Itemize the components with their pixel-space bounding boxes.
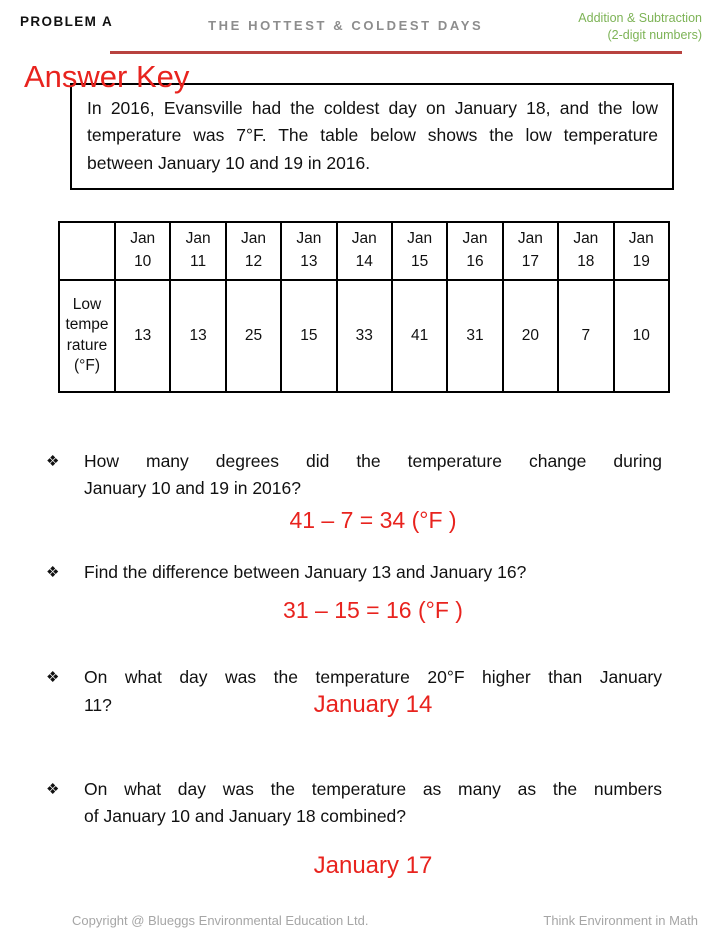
page-header [0, 0, 720, 44]
question-item [46, 664, 662, 719]
table-data-row [59, 280, 669, 392]
temperature-cell: 10 [614, 280, 669, 392]
page-footer [0, 913, 720, 928]
temperature-table [58, 221, 670, 393]
column-header: Jan 14 [337, 222, 392, 280]
column-header: Jan 19 [614, 222, 669, 280]
intro-text: In 2016, Evansville had the coldest day on January 18, and the low temperature was 7°F. The table below shows the low temperature between January 10 and 19 in 2016. [87, 98, 658, 173]
question-text: On what day was the temperature 20°F higher than January 11? January 14 [84, 667, 662, 718]
header-rule [110, 51, 682, 54]
column-header: Jan 16 [447, 222, 502, 280]
answer-text: January 14 [313, 690, 433, 718]
question-text: Find the difference between January 13 and January 16? 31 – 15 = 16 (°F ) [84, 559, 662, 625]
table-header-row [59, 222, 669, 280]
topic-line-2: (2-digit numbers) [607, 28, 702, 42]
answer-text: 41 – 7 = 34 (°F ) [289, 507, 457, 534]
row-header: Low temperature (°F) [59, 280, 115, 392]
column-header: Jan 15 [392, 222, 447, 280]
problem-label: PROBLEM A [20, 14, 114, 29]
question-text: On what day was the temperature as many as the numbers of January 10 and January 18 combined? January 17 [84, 778, 662, 879]
diamond-bullet-icon: ❖ [46, 563, 60, 581]
column-header: Jan 11 [170, 222, 225, 280]
question-item [46, 448, 662, 535]
temperature-cell: 13 [115, 280, 170, 392]
answer-text: 31 – 15 = 16 (°F ) [283, 596, 463, 623]
column-header: Jan 18 [558, 222, 613, 280]
questions-section [46, 448, 662, 881]
copyright-text: Copyright @ Blueggs Environmental Education Ltd. [72, 913, 369, 928]
intro-box [70, 83, 674, 190]
temperature-cell: 31 [447, 280, 502, 392]
diamond-bullet-icon: ❖ [46, 669, 60, 687]
worksheet-title: THE HOTTEST & COLDEST DAYS [208, 18, 484, 33]
temperature-cell: 13 [170, 280, 225, 392]
topic-label [578, 10, 702, 44]
table-corner-cell [59, 222, 115, 280]
temperature-cell: 41 [392, 280, 447, 392]
temperature-cell: 7 [558, 280, 613, 392]
column-header: Jan 17 [503, 222, 558, 280]
column-header: Jan 12 [226, 222, 281, 280]
question-item [46, 776, 662, 881]
temperature-cell: 25 [226, 280, 281, 392]
column-header: Jan 13 [281, 222, 336, 280]
topic-line-1: Addition & Subtraction [578, 11, 702, 25]
column-header: Jan 10 [115, 222, 170, 280]
answer-text: January 17 [313, 851, 433, 879]
answer-key-label: Answer Key [24, 59, 190, 94]
temperature-cell: 15 [281, 280, 336, 392]
question-item [46, 559, 662, 625]
diamond-bullet-icon: ❖ [46, 452, 60, 470]
temperature-cell: 20 [503, 280, 558, 392]
slogan-text: Think Environment in Math [543, 913, 698, 928]
question-text: How many degrees did the temperature change during January 10 and 19 in 2016? 41 – 7 = 34 (°F ) [84, 450, 662, 534]
temperature-cell: 33 [337, 280, 392, 392]
diamond-bullet-icon: ❖ [46, 780, 60, 798]
